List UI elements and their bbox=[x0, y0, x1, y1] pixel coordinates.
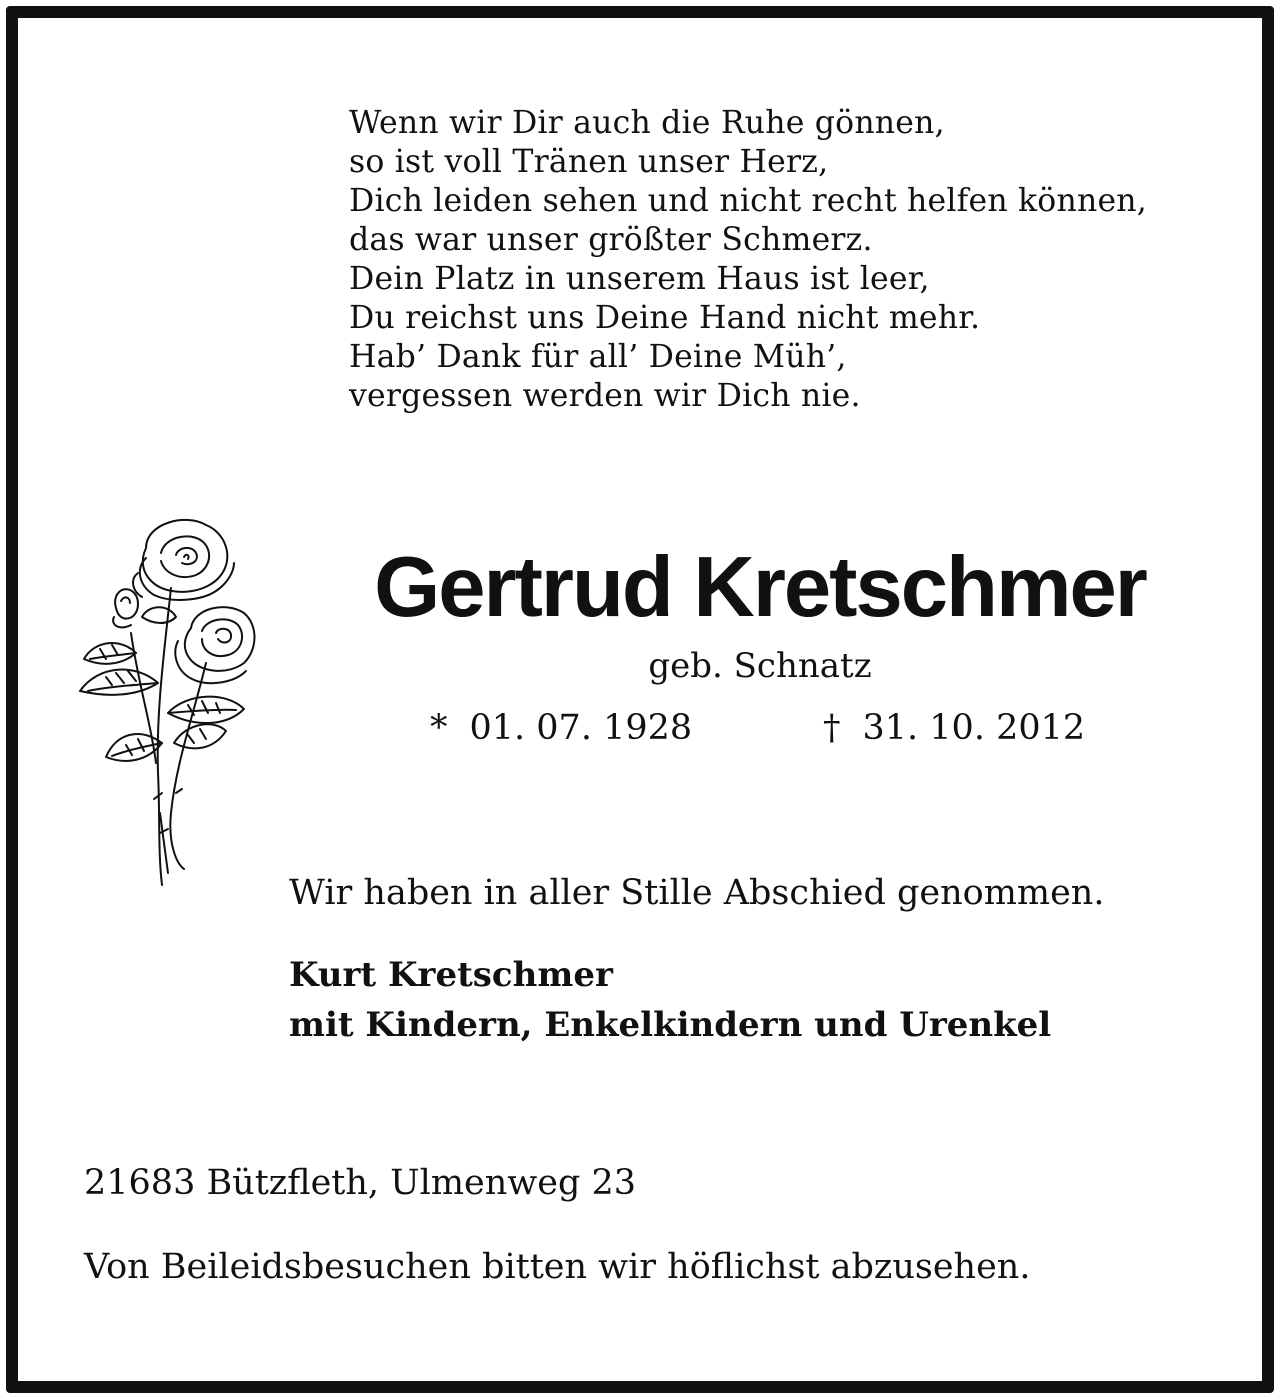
condolence-notice: Von Beileidsbesuchen bitten wir höflichst abzusehen. bbox=[84, 1247, 1031, 1287]
roses-icon bbox=[76, 513, 261, 889]
birth-date-group bbox=[430, 706, 692, 750]
poem-line: Hab’ Dank für all’ Deine Müh’, bbox=[349, 339, 847, 375]
death-date-group bbox=[823, 706, 1085, 750]
poem-line: vergessen werden wir Dich nie. bbox=[349, 378, 861, 414]
poem-line: so ist voll Tränen unser Herz, bbox=[349, 144, 829, 180]
poem-line: Wenn wir Dir auch die Ruhe gönnen, bbox=[349, 105, 945, 141]
mourner-line: mit Kindern, Enkelkindern und Urenkel bbox=[289, 1005, 1052, 1045]
address: 21683 Bützfleth, Ulmenweg 23 bbox=[84, 1163, 637, 1203]
death-date: 31. 10. 2012 bbox=[862, 708, 1086, 748]
poem-line: Du reichst uns Deine Hand nicht mehr. bbox=[349, 300, 981, 336]
poem-line: Dich leiden sehen und nicht recht helfen können, bbox=[349, 183, 1147, 219]
birth-date: 01. 07. 1928 bbox=[469, 708, 693, 748]
poem bbox=[349, 104, 1147, 416]
farewell-text: Wir haben in aller Stille Abschied genommen. bbox=[289, 873, 1105, 913]
birth-name: geb. Schnatz bbox=[648, 646, 872, 686]
mourner-line: Kurt Kretschmer bbox=[289, 955, 613, 995]
deceased-name: Gertrud Kretschmer bbox=[374, 540, 1146, 635]
death-symbol: † bbox=[823, 708, 841, 748]
mourners bbox=[289, 950, 1051, 1050]
birth-symbol: * bbox=[430, 708, 448, 748]
poem-line: Dein Platz in unserem Haus ist leer, bbox=[349, 261, 930, 297]
poem-line: das war unser größter Schmerz. bbox=[349, 222, 873, 258]
